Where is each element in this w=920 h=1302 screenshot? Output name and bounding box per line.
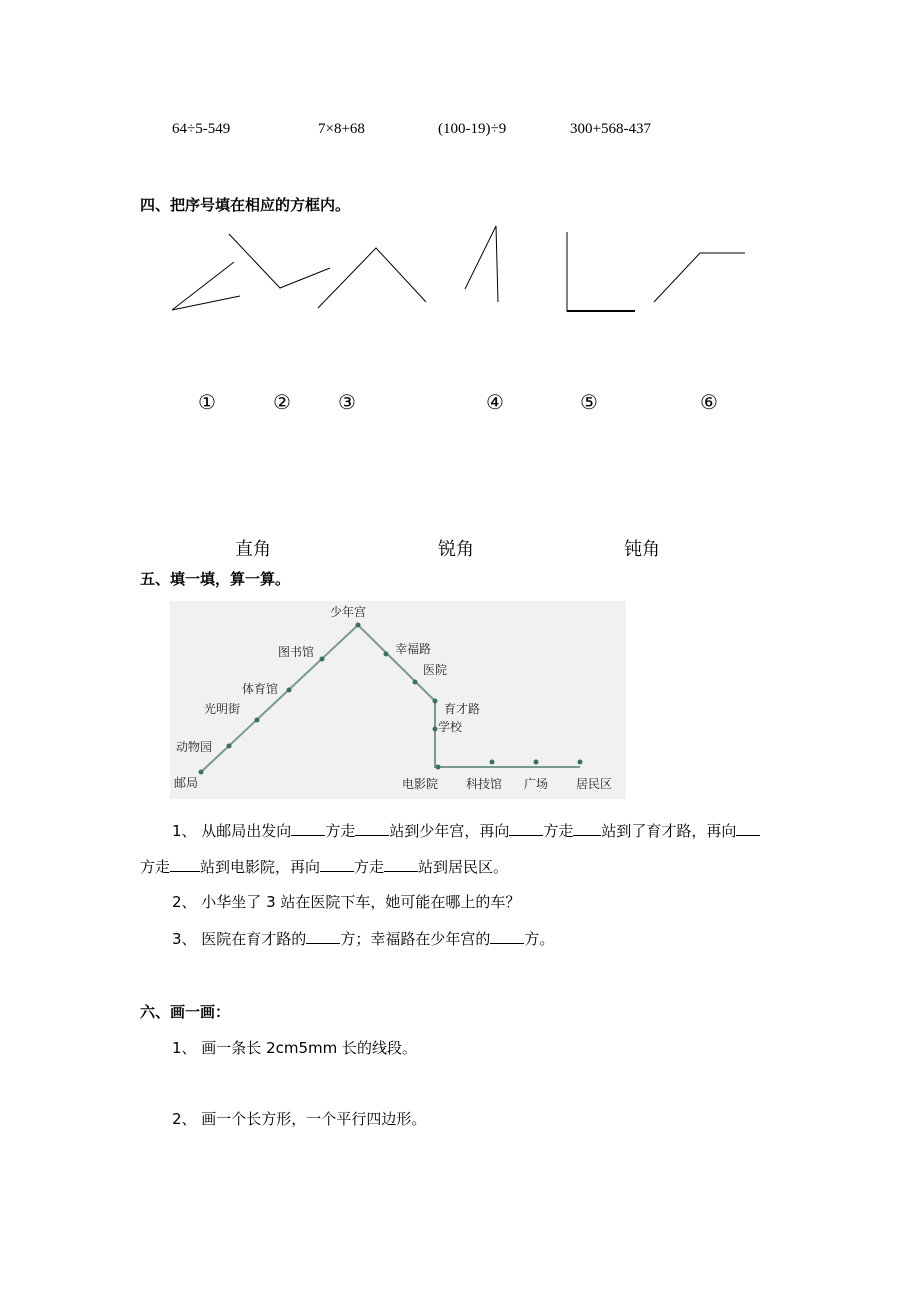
label-shaoniangong: 少年宫 [330,605,367,619]
angle-6 [654,253,745,302]
blank[interactable] [490,929,524,944]
angle-1 [172,262,240,310]
blank[interactable] [291,821,325,836]
angle-4 [465,226,498,302]
label-tushuguan: 图书馆 [278,645,315,659]
stop-shaoniangong [356,623,361,628]
stop-kejiguan [490,760,495,765]
label-xuexiao: 学校 [438,720,463,734]
stop-yucailu [433,699,438,704]
expression-2: 7×8+68 [318,121,365,137]
angle-2 [229,234,330,288]
angle-3 [318,248,426,308]
label-kejiguan: 科技馆 [466,777,503,791]
stop-jumingqu [578,760,583,765]
angle-number-2: ② [273,390,291,414]
angle-number-4: ④ [486,390,504,414]
stop-xingfulu [384,652,389,657]
angle-number-5: ⑤ [580,390,598,414]
blank[interactable] [509,821,543,836]
label-guangmingjie: 光明街 [204,702,241,716]
expression-3: (100-19)÷9 [438,121,507,137]
label-jumingqu: 居民区 [576,777,613,791]
section5-title: 五、填一填，算一算。 [140,570,291,588]
question-5-1-line1: 1、 从邮局出发向 方走 站到少年宫，再向 方走 站到了育才路，再向 [172,820,760,841]
question-6-1: 1、 画一条长 2cm5mm 长的线段。 [172,1039,418,1057]
expression-4: 300+568-437 [570,121,651,137]
label-guangchang: 广场 [524,777,549,791]
stop-tiyuguan [287,688,292,693]
question-5-3: 3、 医院在育才路的 方；幸福路在少年宫的 方。 [172,930,555,948]
blank[interactable] [306,929,340,944]
question-6-2: 2、 画一个长方形，一个平行四边形。 [172,1110,427,1128]
bus-route-map [170,601,626,799]
section4-title: 四、把序号填在相应的方框内。 [140,196,351,214]
section6-title: 六、画一画： [140,1003,231,1021]
blank[interactable] [170,857,200,872]
label-yiyuan: 医院 [423,663,448,677]
label-youjv: 邮局 [174,776,199,790]
label-tiyuguan: 体育馆 [242,682,279,696]
angle-figures [0,0,920,330]
angle-5 [567,232,635,311]
stop-dianyingyuan [436,765,441,770]
question-5-1-line2: 方走 站到电影院，再向 方走 站到居民区。 [140,858,509,876]
blank[interactable] [736,821,760,836]
category-obtuse-angle: 钝角 [624,539,660,560]
angle-number-3: ③ [338,390,356,414]
stop-dongwuyuan [227,744,232,749]
label-xingfulu: 幸福路 [395,642,432,656]
blank[interactable] [355,821,389,836]
stop-youjv [199,770,204,775]
stop-guangchang [534,760,539,765]
category-right-angle: 直角 [235,539,271,560]
stop-tushuguan [320,657,325,662]
stop-yiyuan [413,680,418,685]
category-acute-angle: 锐角 [438,539,474,560]
angle-number-6: ⑥ [700,390,718,414]
label-yucailu: 育才路 [444,702,481,716]
label-dongwuyuan: 动物园 [176,740,213,754]
blank[interactable] [384,857,418,872]
question-5-2: 2、 小华坐了 3 站在医院下车，她可能在哪上的车？ [172,893,521,911]
stop-guangmingjie [255,718,260,723]
stop-xuexiao [433,727,438,732]
label-dianyingyuan: 电影院 [402,777,439,791]
expression-1: 64÷5-549 [172,121,231,137]
blank[interactable] [573,821,601,836]
angle-number-1: ① [198,390,216,414]
blank[interactable] [320,857,354,872]
